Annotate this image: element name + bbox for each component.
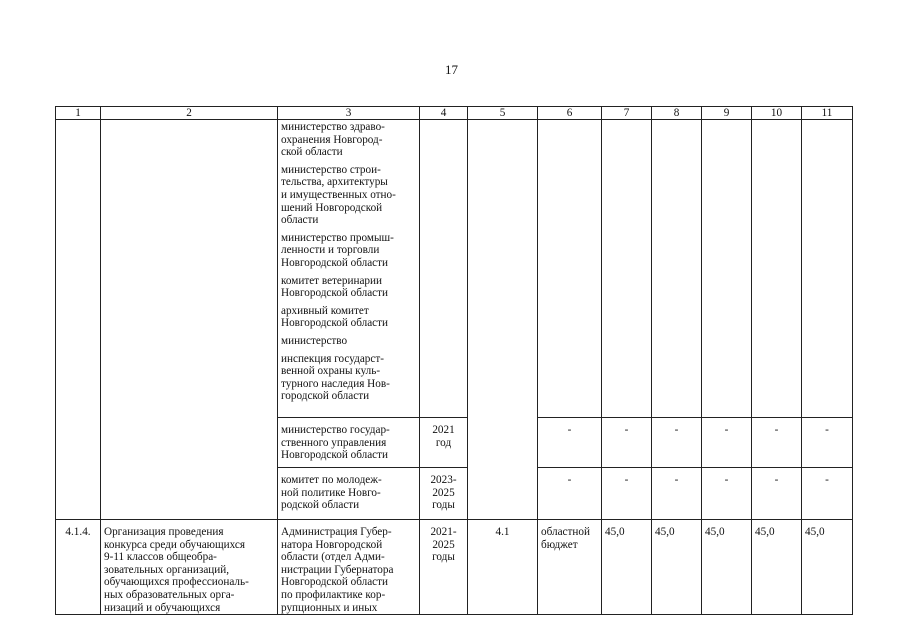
column-number-row [56, 107, 853, 120]
value-cell: - [802, 468, 853, 520]
executor-text: министерство строи- тельства, архитектуры и имущественных отно- шений Новгородской области [281, 163, 396, 227]
executors-cell [278, 120, 420, 418]
activity-name: Организация проведения конкурса среди обучающихся 9-11 классов общеобра- зовательных организаций, обучающихся профессиональ- ных образовательных орга- низаций и обучающихся [101, 520, 278, 615]
plan-table [55, 106, 853, 615]
value-cell: - [602, 418, 652, 468]
executor-text: архивный комитет Новгородской области [281, 304, 389, 330]
executor-text: министерство государ- ственного управления Новгородской области [278, 418, 420, 468]
executor-text: инспекция государст- венной охраны куль- турного наследия Нов- городской области [281, 352, 390, 403]
column-number: 11 [802, 107, 853, 120]
column-number: 8 [652, 107, 702, 120]
value-cell: 45,0 [652, 520, 702, 615]
target-indicator: 4.1 [468, 520, 538, 615]
executor-text: комитет ветеринарии Новгородской области [281, 274, 389, 300]
value-cell: - [602, 468, 652, 520]
column-number: 4 [420, 107, 468, 120]
column-number: 10 [752, 107, 802, 120]
table-row [56, 120, 853, 418]
column-number: 5 [468, 107, 538, 120]
value-cell: - [802, 418, 853, 468]
period-text: 2023- 2025 годы [420, 468, 468, 520]
column-number: 7 [602, 107, 652, 120]
column-number: 2 [101, 107, 278, 120]
executor-text: Администрация Губер- натора Новгородской области (отдел Адми- нистрации Губернатора Новгородской области по профилактике кор- рупционных и иных [278, 520, 420, 615]
column-number: 9 [702, 107, 752, 120]
value-cell: - [538, 468, 602, 520]
executor-text: комитет по молодеж- ной политике Новго- родской области [278, 468, 420, 520]
executor-text: министерство здраво- охранения Новгород- ской области [281, 121, 385, 159]
value-cell: - [752, 468, 802, 520]
value-cell: - [702, 468, 752, 520]
period-text: 2021- 2025 годы [420, 520, 468, 615]
item-number: 4.1.4. [56, 520, 101, 615]
value-cell: - [538, 418, 602, 468]
value-cell: 45,0 [602, 520, 652, 615]
funding-source: областной бюджет [538, 520, 602, 615]
column-number: 1 [56, 107, 101, 120]
value-cell: 45,0 [752, 520, 802, 615]
column-number: 3 [278, 107, 420, 120]
table-row [56, 520, 853, 615]
executor-text: министерство промыш- ленности и торговли Новгородской области [281, 231, 394, 269]
executor-text: министерство [281, 334, 348, 347]
value-cell: - [652, 418, 702, 468]
page-number: 17 [445, 62, 458, 77]
value-cell: - [652, 468, 702, 520]
value-cell: - [702, 418, 752, 468]
column-number: 6 [538, 107, 602, 120]
value-cell: 45,0 [802, 520, 853, 615]
value-cell: 45,0 [702, 520, 752, 615]
period-text: 2021 год [420, 418, 468, 468]
value-cell: - [752, 418, 802, 468]
